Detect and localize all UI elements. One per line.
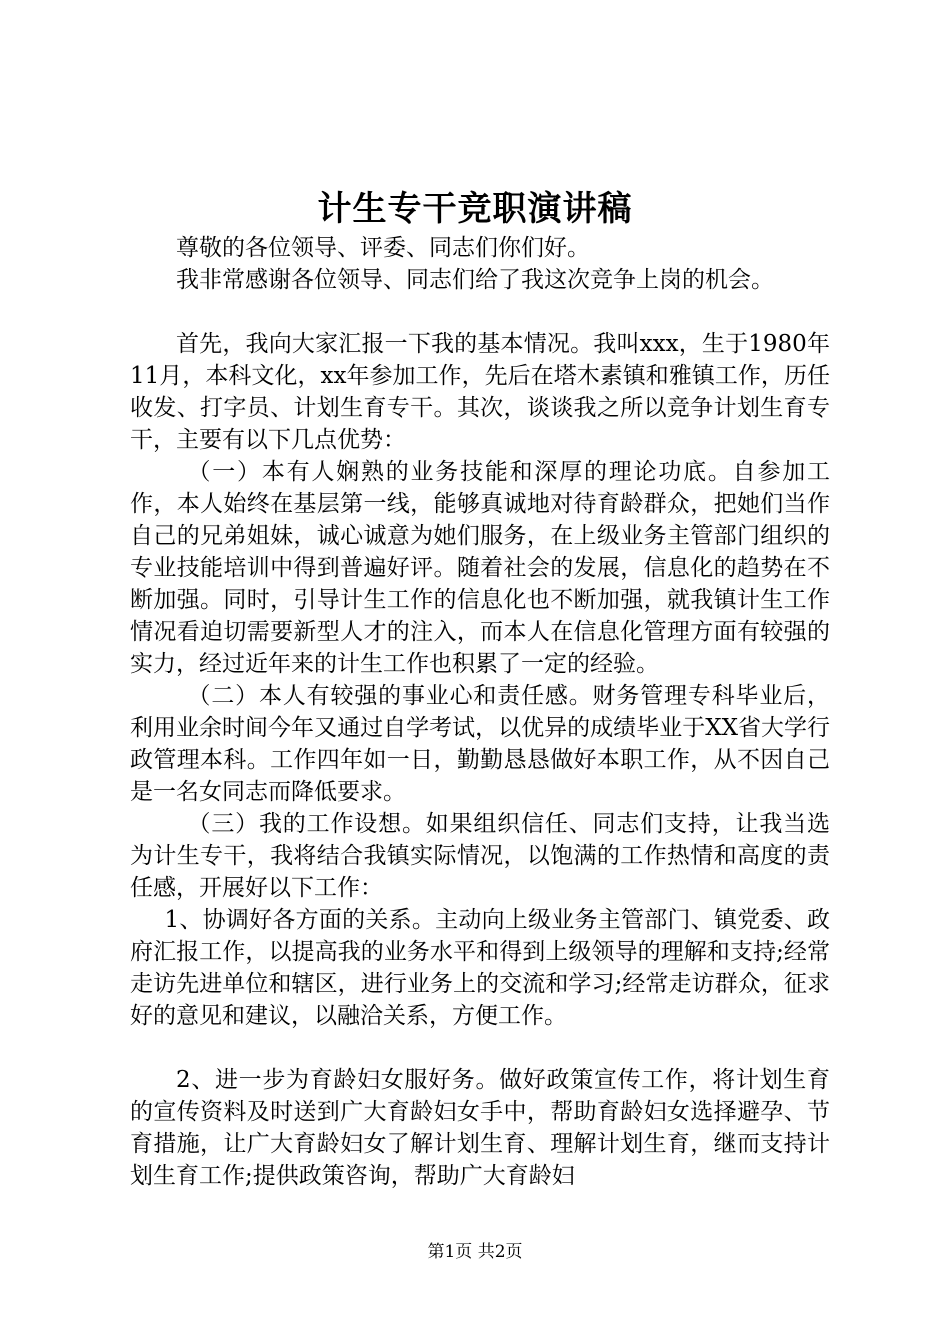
document-title: 计生专干竞职演讲稿 bbox=[317, 189, 633, 229]
plan-item-two-paragraph: 2、进一步为育龄妇女服好务。做好政策宣传工作，将计划生育的宣传资料及时送到广大育龄妇女手中，帮助育龄妇女选择避孕、节育措施，让广大育龄妇女了解计划生育、理解计划生育，继而支持计划生育工作;提供政策咨询，帮助广大育龄妇 bbox=[130, 1067, 830, 1189]
thanks-paragraph: 我非常感谢各位领导、同志们给了我这次竞争上岗的机会。 bbox=[176, 267, 774, 293]
page-number-footer: 第1页 共2页 bbox=[427, 1242, 523, 1262]
paragraph-gap bbox=[130, 296, 830, 328]
greeting-paragraph: 尊敬的各位领导、评委、同志们你们好。 bbox=[176, 235, 590, 261]
advantage-two-paragraph: （二）本人有较强的事业心和责任感。财务管理专科毕业后，利用业余时间今年又通过自学考试，以优异的成绩毕业于XX省大学行政管理本科。工作四年如一日，勤勤恳恳做好本职工作，从不因自己是一名女同志而降低要求。 bbox=[130, 683, 830, 805]
document-body bbox=[130, 232, 830, 1192]
plan-item-one-paragraph: 1、协调好各方面的关系。主动向上级业务主管部门、镇党委、政府汇报工作，以提高我的业务水平和得到上级领导的理解和支持;经常走访先进单位和辖区，进行业务上的交流和学习;经常走访群众，征求好的意见和建议，以融洽关系，方便工作。 bbox=[130, 907, 830, 1029]
advantage-one-paragraph: （一）本有人娴熟的业务技能和深厚的理论功底。自参加工作，本人始终在基层第一线，能够真诚地对待育龄群众，把她们当作自己的兄弟姐妹，诚心诚意为她们服务，在上级业务主管部门组织的专业技能培训中得到普遍好评。随着社会的发展，信息化的趋势在不断加强。同时，引导计生工作的信息化也不断加强，就我镇计生工作情况看迫切需要新型人才的注入，而本人在信息化管理方面有较强的实力，经过近年来的计生工作也积累了一定的经验。 bbox=[130, 459, 830, 677]
work-plan-paragraph: （三）我的工作设想。如果组织信任、同志们支持，让我当选为计生专干，我将结合我镇实际情况，以饱满的工作热情和高度的责任感，开展好以下工作： bbox=[130, 811, 830, 901]
paragraph-gap bbox=[130, 1032, 830, 1064]
intro-paragraph: 首先，我向大家汇报一下我的基本情况。我叫xxx，生于1980年11月，本科文化，xx年参加工作，先后在塔木素镇和雅镇工作，历任收发、打字员、计划生育专干。其次，谈谈我之所以竞争计划生育专干，主要有以下几点优势： bbox=[130, 331, 830, 453]
